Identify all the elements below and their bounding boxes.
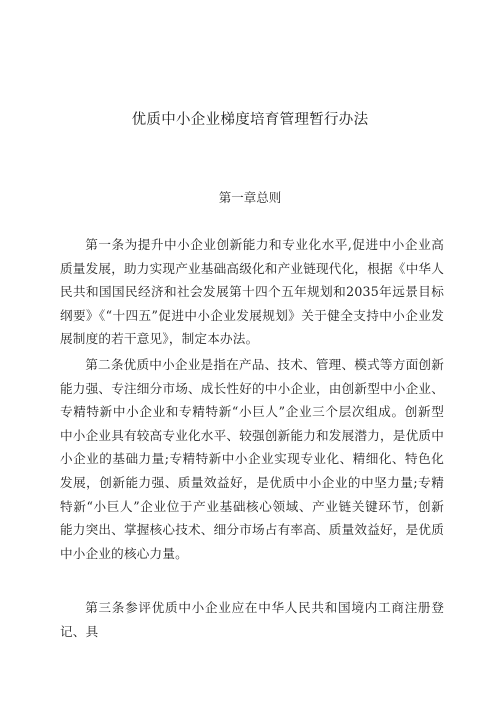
- article-2-paragraph: 第二条优质中小企业是指在产品、技术、管理、模式等方面创新能力强、专注细分市场、成长性好的中小企业，由创新型中小企业、专精特新中小企业和专精特新“小巨人”企业三个层次组成。创新型中小企业具有较高专业化水平、较强创新能力和发展潜力，是优质中小企业的基础力量;专精特新中小企业实现专业化、精细化、特色化发展，创新能力强、质量效益好，是优质中小企业的中坚力量;专精特新“小巨人”企业位于产业基础核心领域、产业链关键环节，创新能力突出、掌握核心技术、细分市场占有率高、质量效益好，是优质中小企业的核心力量。: [60, 357, 444, 561]
- article-1-paragraph: 第一条为提升中小企业创新能力和专业化水平,促进中小企业高质量发展，助力实现产业基础高级化和产业链现代化，根据《中华人民共和国国民经济和社会发展第十四个五年规划和2035年远景目标纲要》《“十四五”促进中小企业发展规划》关于健全支持中小企业发展制度的若干意见》，制定本办法。: [60, 237, 444, 347]
- chapter-heading: 第一章总则: [218, 190, 282, 205]
- article-3-paragraph: 第三条参评优质中小企业应在中华人民共和国境内工商注册登记、具: [60, 600, 444, 639]
- document-title: 优质中小企业梯度培育管理暂行办法: [131, 112, 369, 128]
